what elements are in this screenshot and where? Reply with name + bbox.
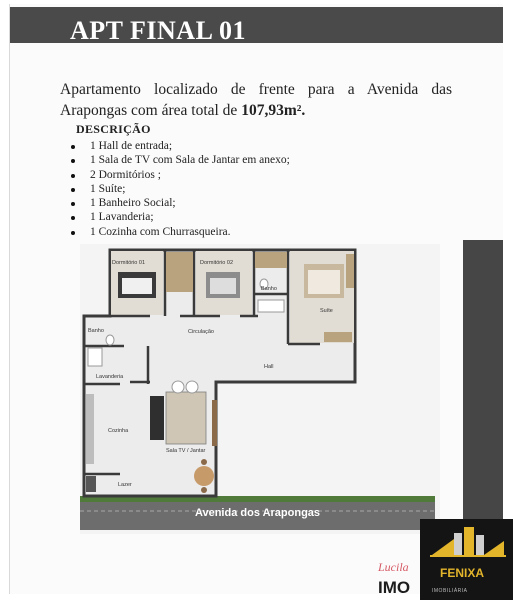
- grill: [86, 476, 96, 492]
- label-lavanderia: Lavanderia: [96, 374, 124, 380]
- description-item: 1 Hall de entrada;: [70, 139, 290, 153]
- kitchen-counter: [86, 394, 94, 464]
- chair: [201, 487, 207, 493]
- label-lazer: Lazer: [118, 482, 132, 488]
- toilet: [106, 335, 114, 345]
- logo-name: FENIXA: [440, 566, 485, 580]
- floor-plan: [80, 244, 440, 534]
- description-title: DESCRIÇÃO: [76, 122, 151, 136]
- description-item: 2 Dormitórios ;: [70, 168, 290, 182]
- intro-paragraph: [60, 79, 452, 121]
- page-title: APT FINAL 01: [70, 16, 246, 45]
- label-cozinha: Cozinha: [108, 428, 129, 434]
- street-label: Avenida dos Arapongas: [194, 507, 321, 519]
- label-dorm1: Dormitório 01: [112, 260, 146, 266]
- label-dorm2: Dormitório 02: [200, 260, 234, 266]
- intro-area: 107,93m².: [241, 101, 306, 119]
- description-item: 1 Sala de TV com Sala de Jantar em anexo;: [70, 153, 290, 167]
- label-sala: Sala TV / Jantar: [166, 448, 206, 454]
- description-list: [70, 139, 290, 239]
- armchair: [186, 381, 198, 393]
- label-hall: Hall: [264, 364, 274, 370]
- label-circulacao: Circulação: [188, 329, 214, 335]
- description-item: 1 Suíte;: [70, 182, 290, 196]
- armchair: [172, 381, 184, 393]
- description-item: 1 Banheiro Social;: [70, 196, 290, 210]
- chair: [201, 459, 207, 465]
- logo-script: Lucila: [378, 560, 409, 574]
- rug: [166, 392, 206, 444]
- label-suite: Suíte: [320, 308, 333, 314]
- sofa: [150, 396, 164, 440]
- wardrobe: [346, 254, 354, 288]
- bed-sheet: [210, 278, 236, 294]
- intro-text: Apartamento localizado de frente para a Avenida das Arapongas com área total de: [60, 80, 452, 119]
- dining-table: [194, 466, 214, 486]
- floor-plan-drawing: [80, 244, 440, 534]
- sink: [258, 300, 284, 312]
- tv-panel: [212, 400, 217, 446]
- label-banho: Banho: [88, 328, 104, 334]
- title-bar: [10, 7, 503, 43]
- wardrobe: [324, 332, 352, 342]
- logo-imo: IMO: [378, 578, 411, 597]
- logo-tagline: IMOBILIÁRIA: [432, 588, 468, 594]
- wardrobe: [255, 252, 287, 268]
- bed-sheet: [122, 278, 152, 294]
- decorative-band: [463, 240, 503, 530]
- description-item: 1 Lavanderia;: [70, 210, 290, 224]
- washing-machine: [88, 348, 102, 366]
- label-banho-suite: Banho: [261, 286, 277, 292]
- description-item: 1 Cozinha com Churrasqueira.: [70, 225, 290, 239]
- bed-sheet: [308, 270, 340, 294]
- wardrobe: [166, 252, 193, 292]
